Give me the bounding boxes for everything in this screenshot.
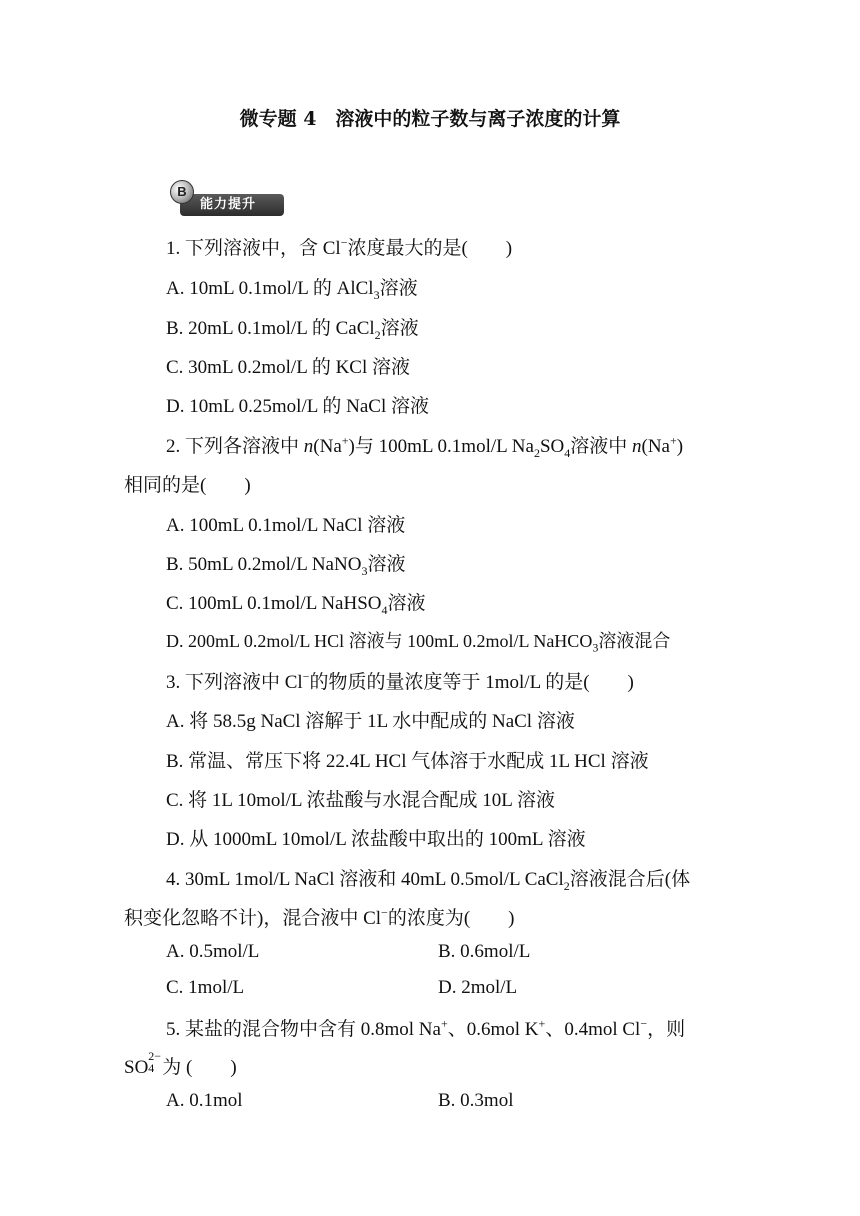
q5-line2-sup: 2−	[148, 1049, 162, 1063]
q1-option-d: D. 10mL 0.25mol/L 的 NaCl 溶液	[166, 396, 429, 417]
q2-d-text-2: 溶液混合	[598, 631, 671, 651]
q3-option-d: D. 从 1000mL 10mol/L 浓盐酸中取出的 100mL 溶液	[166, 829, 586, 850]
q2-d-sub: 3	[592, 640, 599, 655]
q1-option-b	[166, 313, 419, 340]
q2-option-b	[166, 549, 405, 576]
q1-b-text: B. 20mL 0.1mol/L 的 CaCl	[166, 318, 375, 339]
q2-sup-1: +	[341, 433, 349, 448]
q5-sup-3: −	[640, 1016, 648, 1031]
q1-stem-text-2: 浓度最大的是( )	[347, 238, 513, 259]
q1-a-text-2: 溶液	[379, 278, 418, 299]
q3-stem-text-2: 的物质的量浓度等于 1mol/L 的是( )	[309, 672, 634, 693]
q2-stem	[166, 431, 683, 458]
q2-d-text: D. 200mL 0.2mol/L HCl 溶液与 100mL 0.2mol/L NaHCO	[166, 631, 593, 651]
q5-stem-line-2	[124, 1049, 237, 1079]
q2-italic-n-2: n	[632, 436, 642, 457]
q1-stem-sup: −	[340, 235, 348, 250]
q5-stem	[166, 1014, 685, 1041]
q2-stem-text-1: 2. 下列各溶液中	[166, 436, 304, 457]
q4-line2-text: 积变化忽略不计)，混合液中 Cl	[124, 908, 382, 929]
ability-badge	[170, 180, 286, 222]
q4-line2-sup: −	[381, 905, 388, 920]
q4-stem-text: 4. 30mL 1mol/L NaCl 溶液和 40mL 0.5mol/L CaCl	[166, 869, 564, 890]
q5-sup-1: +	[440, 1016, 448, 1031]
q3-option-a: A. 将 58.5g NaCl 溶解于 1L 水中配成的 NaCl 溶液	[166, 711, 575, 732]
q5-stem-text-4: ，则	[647, 1019, 686, 1040]
q3-stem-sup: −	[302, 669, 310, 684]
q2-stem-text-3: )与 100mL 0.1mol/L Na	[348, 436, 534, 457]
q2-stem-text-7: )	[676, 436, 684, 457]
q4-option-b: B. 0.6mol/L	[438, 941, 531, 962]
badge-b-icon: B	[170, 180, 194, 204]
q4-stem-text-2: 溶液混合后(体	[569, 869, 691, 890]
q5-line2-text-2: 为 ( )	[162, 1057, 237, 1078]
q2-italic-n-1: n	[303, 436, 314, 457]
q4-stem	[166, 864, 690, 891]
q2-c-text-2: 溶液	[387, 593, 426, 614]
q2-stem-text-2: (Na	[313, 436, 342, 457]
badge-label: 能力提升	[180, 194, 284, 216]
page-title: 微专题 4 溶液中的粒子数与离子浓度的计算	[239, 108, 621, 130]
q4-option-c: C. 1mol/L	[166, 977, 245, 998]
q3-option-b: B. 常温、常压下将 22.4L HCl 气体溶于水配成 1L HCl 溶液	[166, 751, 649, 772]
q4-option-d: D. 2mol/L	[438, 977, 518, 998]
q5-stem-text-1: 5. 某盐的混合物中含有 0.8mol Na	[166, 1019, 441, 1040]
q2-stem-line-2: 相同的是( )	[124, 475, 251, 496]
q2-c-sub: 4	[381, 602, 388, 617]
q1-a-text: A. 10mL 0.1mol/L 的 AlCl	[166, 278, 374, 299]
q2-b-sub: 3	[361, 563, 368, 578]
q1-stem-text: 1. 下列溶液中，含 Cl	[166, 238, 341, 259]
q1-option-c: C. 30mL 0.2mol/L 的 KCl 溶液	[166, 357, 411, 378]
q1-b-sub: 2	[374, 327, 381, 342]
q2-stem-text-6: (Na	[641, 436, 670, 457]
q4-stem-line-2	[124, 903, 514, 930]
q2-sub-1: 2	[533, 445, 540, 460]
q3-stem-text: 3. 下列溶液中 Cl	[166, 672, 303, 693]
q5-sulfate-charge	[148, 1049, 162, 1075]
q2-option-c	[166, 588, 426, 615]
q2-c-text: C. 100mL 0.1mol/L NaHSO	[166, 593, 382, 614]
q5-option-a: A. 0.1mol	[166, 1090, 243, 1111]
q1-stem	[166, 233, 512, 260]
q5-stem-text-2: 、0.6mol K	[447, 1019, 539, 1040]
q5-stem-text-3: 、0.4mol Cl	[545, 1019, 641, 1040]
q5-sup-2: +	[538, 1016, 546, 1031]
q5-line2-text: SO	[124, 1057, 149, 1078]
q4-option-a: A. 0.5mol/L	[166, 941, 260, 962]
q1-b-text-2: 溶液	[380, 318, 419, 339]
q1-option-a	[166, 273, 418, 300]
q5-line2-sub: 4	[148, 1061, 155, 1075]
q2-sup-2: +	[669, 433, 677, 448]
q2-stem-text-5: 溶液中	[570, 436, 632, 457]
q2-option-a: A. 100mL 0.1mol/L NaCl 溶液	[166, 515, 406, 536]
q4-line2-text-2: 的浓度为( )	[387, 908, 515, 929]
q2-b-text: B. 50mL 0.2mol/L NaNO	[166, 554, 362, 575]
q1-a-sub: 3	[373, 287, 380, 302]
q2-sub-2: 4	[564, 445, 571, 460]
q3-option-c: C. 将 1L 10mol/L 浓盐酸与水混合配成 10L 溶液	[166, 790, 555, 811]
q2-stem-text-4: SO	[539, 436, 565, 457]
q2-option-d	[166, 627, 670, 653]
q3-stem	[166, 667, 634, 694]
q5-option-b: B. 0.3mol	[438, 1090, 514, 1111]
q2-b-text-2: 溶液	[367, 554, 406, 575]
q4-stem-sub: 2	[563, 878, 570, 893]
